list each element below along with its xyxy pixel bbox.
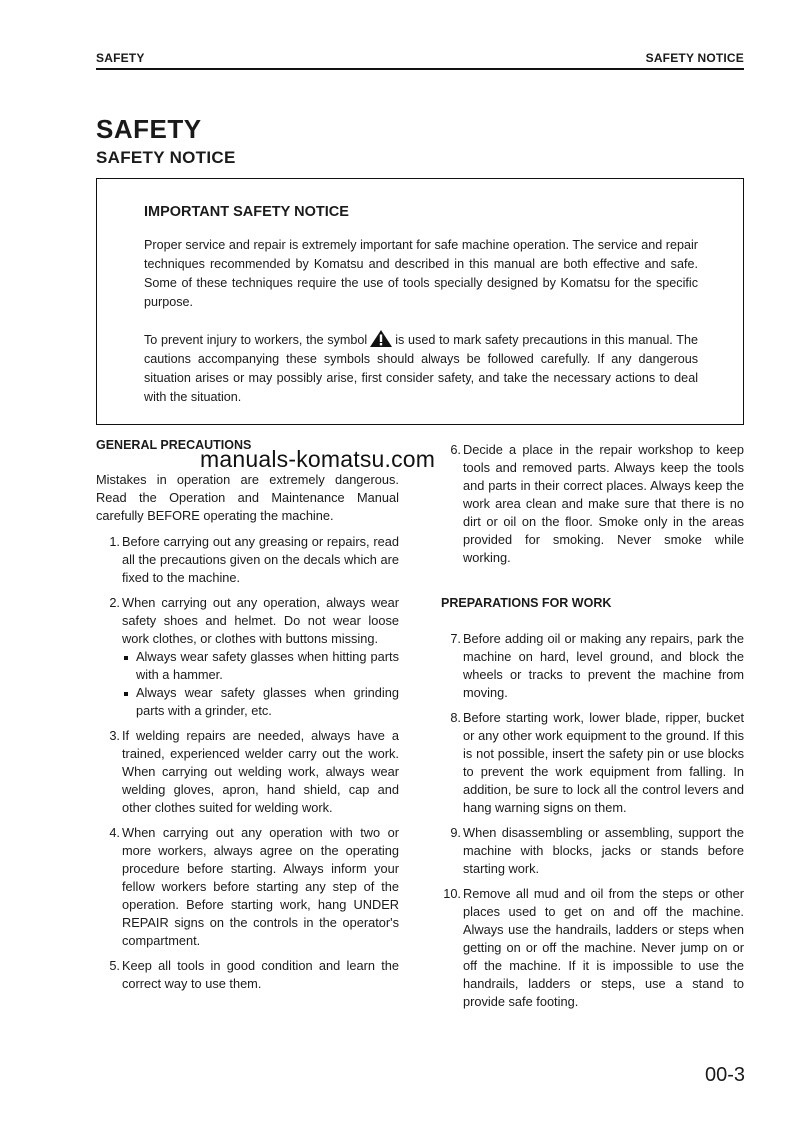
notice-paragraph-2-start: To prevent injury to workers, the symbol	[144, 333, 368, 347]
preparations-list	[441, 630, 744, 1018]
left-column	[96, 471, 399, 1000]
notice-title: IMPORTANT SAFETY NOTICE	[144, 204, 349, 220]
bullet-icon	[124, 692, 128, 696]
page-number: 00-3	[704, 1064, 745, 1086]
bullet-item: Always wear safety glasses when hitting parts with a hammer.	[122, 648, 399, 684]
preparations-heading: PREPARATIONS FOR WORK	[441, 596, 612, 610]
list-item: 2. When carrying out any operation, always wear safety shoes and helmet. Do not wear loose work clothes, or clothes with buttons missing. Always wear safety glasses when hitting parts with a hammer. Always wear safety glasses when grinding parts with a grinder, etc.	[109, 595, 399, 718]
list-item: 5. Keep all tools in good condition and learn the correct way to use them.	[109, 958, 399, 991]
list-item: 9. When disassembling or assembling, support the machine with blocks, jacks or stands before starting work.	[450, 825, 744, 876]
page-subtitle: SAFETY NOTICE	[96, 148, 236, 167]
list-item: 4. When carrying out any operation with two or more workers, always agree on the operating procedure before starting. Always inform your fellow workers before starting any step of the operation. Before starting work, hang UNDER REPAIR signs on the controls in the operator's compartment.	[109, 825, 399, 948]
list-item: 7. Before adding oil or making any repairs, park the machine on hard, level ground, and block the wheels or tracks to prevent the machine from moving.	[450, 631, 744, 700]
page-title: SAFETY	[96, 114, 202, 144]
running-header	[96, 50, 744, 70]
header-section-left: SAFETY	[96, 51, 145, 65]
bullet-icon	[124, 656, 128, 660]
general-precautions-intro: Mistakes in operation are extremely dangerous. Read the Operation and Maintenance Manual carefully BEFORE operating the machine.	[96, 472, 399, 523]
list-item: 6. Decide a place in the repair workshop to keep tools and removed parts. Always keep the tools and parts in their correct places. Always keep the work area clean and make sure that there is no dirt or oil on the floor. Smoke only in the areas provided for smoking. Never smoke while working.	[450, 442, 744, 565]
notice-paragraph-2-end: is used to mark safety precautions in this manual. The cautions accompanying these symbols should always be followed carefully. If any dangerous situation arises or may possibly arise, first consider safety, and take the necessary actions to deal with the situation.	[144, 333, 698, 404]
bullet-item: Always wear safety glasses when grinding parts with a grinder, etc.	[122, 684, 399, 720]
warning-triangle-icon	[370, 330, 392, 347]
list-item: 1. Before carrying out any greasing or repairs, read all the precautions given on the decals which are fixed to the machine.	[109, 534, 399, 585]
notice-paragraph-2	[144, 330, 698, 407]
list-item: 8. Before starting work, lower blade, ripper, bucket or any other work equipment to the ground. If this is not possible, insert the safety pin or use blocks to prevent the work equipment from falling. In addition, be sure to lock all the control levers and hang warning signs on them.	[450, 710, 744, 815]
general-precautions-heading: GENERAL PRECAUTIONS	[96, 438, 252, 452]
list-item: 3. If welding repairs are needed, always have a trained, experienced welder carry out the work. When carrying out welding work, always wear welding gloves, apron, hand shield, cap and other clothes suited for welding work.	[109, 728, 399, 815]
notice-paragraph-1: Proper service and repair is extremely important for safe machine operation. The service and repair techniques recommended by Komatsu and described in this manual are both effective and safe. Some of these techniques require the use of tools specially designed by Komatsu for the specific purpose.	[144, 238, 698, 309]
header-section-right: SAFETY NOTICE	[645, 51, 744, 65]
right-column	[441, 441, 744, 574]
watermark-text: manuals-komatsu.com	[200, 446, 436, 472]
list-item: 10. Remove all mud and oil from the steps or other places used to get on and off the machine. Always use the handrails, ladders or steps when getting on or off the machine. Never jump on or off the machine. If it is impossible to use the handrails, ladders or steps, use a stand to provide safe footing.	[443, 886, 744, 1009]
important-safety-notice-box	[96, 178, 744, 425]
